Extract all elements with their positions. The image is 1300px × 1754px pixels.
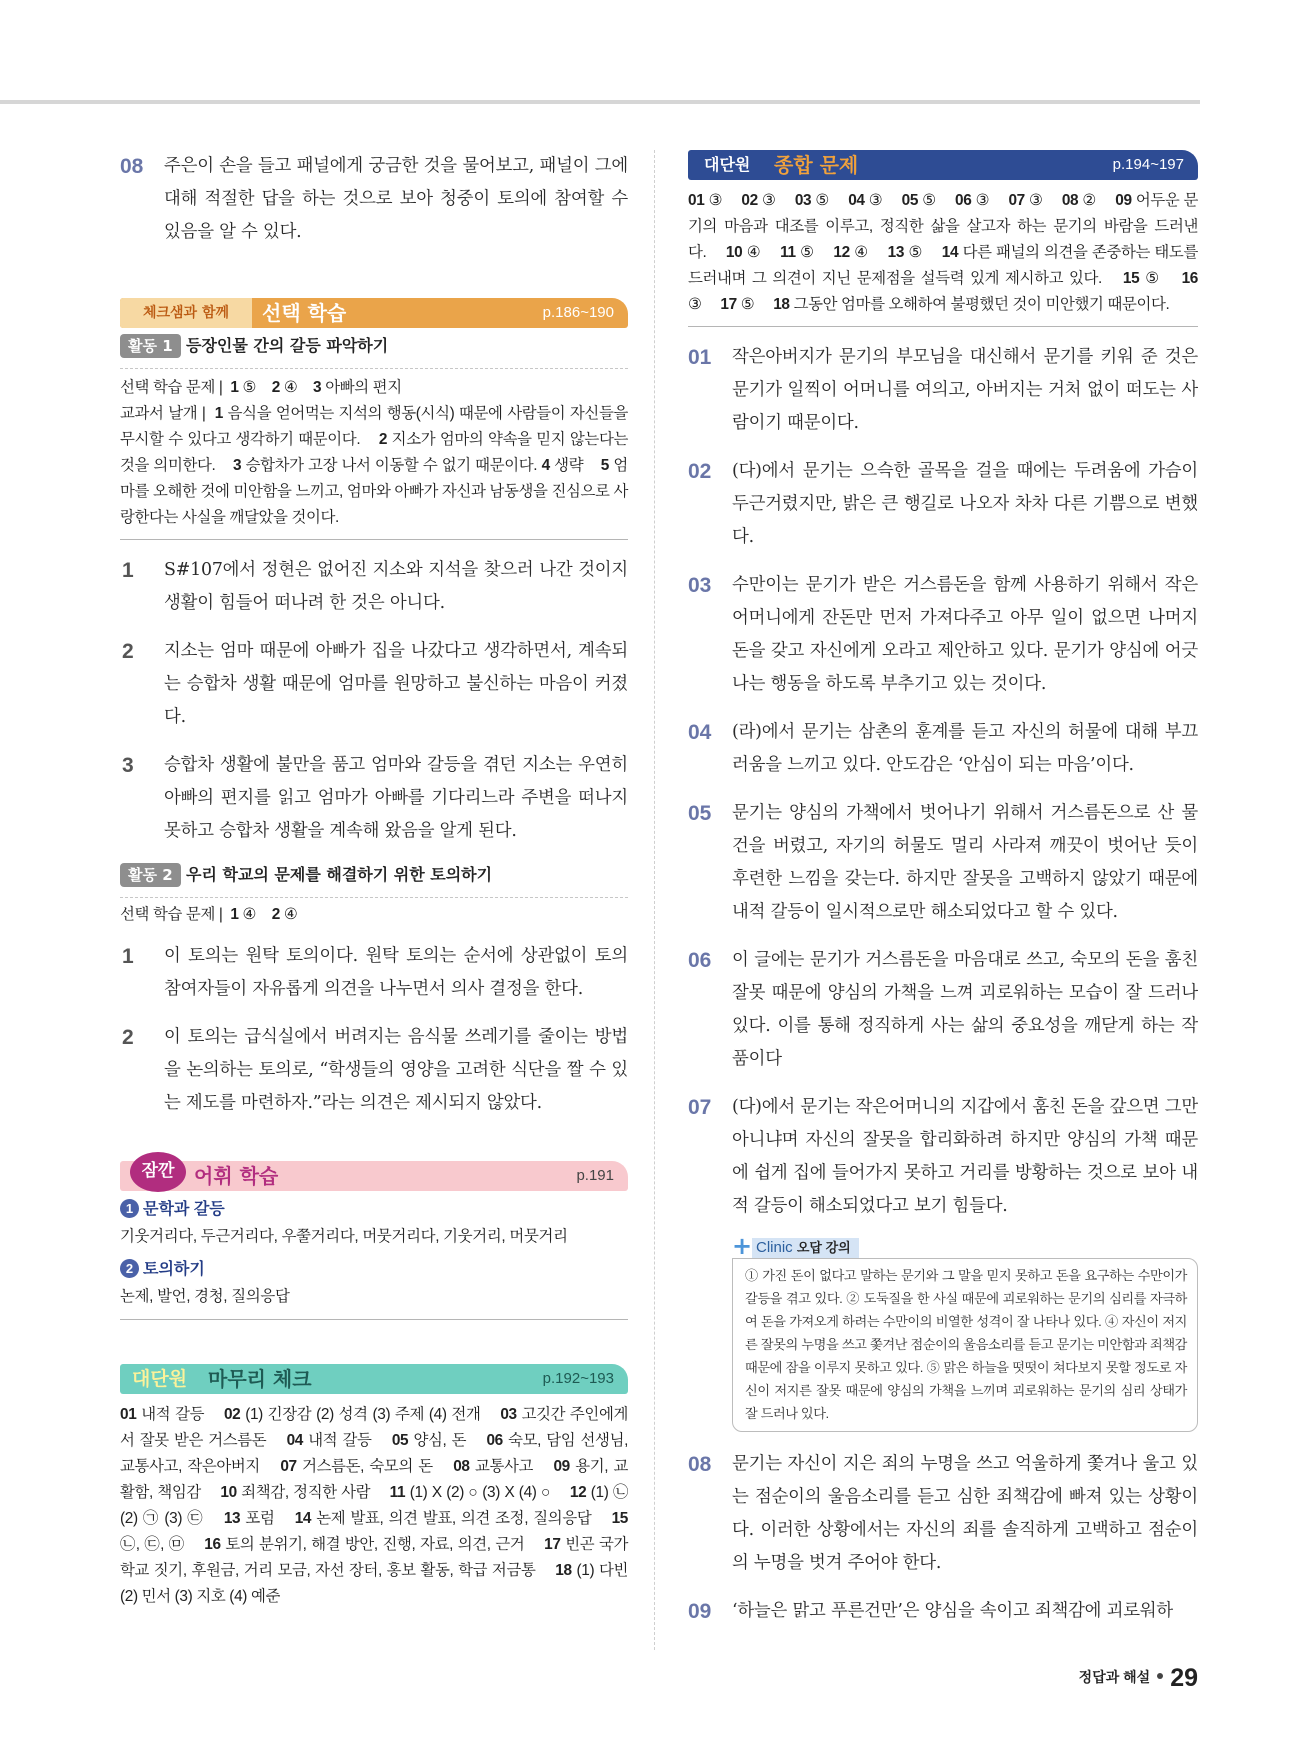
answer-number: 2 <box>378 431 388 448</box>
question-number: 04 <box>688 721 712 744</box>
answer-item <box>1062 192 1096 209</box>
question-text: 수만이는 문기가 받은 거스름돈을 함께 사용하기 위해서 작은어머니에게 잔돈만 먼저 가져다주고 아무 일이 없으면 나머지 돈을 갖고 자신에게 오라고 제안하고 있다. 문기가 양심에 어긋나는 행동을 하도록 부추기고 있는 것이다. <box>732 575 1198 694</box>
answer-number: 18 <box>773 296 790 313</box>
bullet-dot <box>1157 1673 1163 1679</box>
answer-value: (1) ㉡ (2) ㉠ (3) ㉢ <box>120 1484 628 1527</box>
top-rule <box>0 100 1200 104</box>
answer-value: 빈곤 국가 학교 짓기, 후원금, 거리 모금, 자선 장터, 홍보 활동, 학급 저금통 <box>120 1536 628 1579</box>
answer-number: 09 <box>553 1458 570 1475</box>
question-item <box>688 797 1198 929</box>
circled-number: 2 <box>120 1259 139 1278</box>
question-text: 이 글에는 문기가 거스름돈을 마음대로 쓰고, 숙모의 돈을 훔친 잘못 때문에 양심의 가책을 느껴 괴로워하는 모습이 잘 드러나 있다. 이를 통해 정직하게 사는 삶의 중요성을 깨닫게 하는 작품이다 <box>732 950 1198 1069</box>
answer-number: 12 <box>569 1484 587 1501</box>
answer-number: 17 <box>544 1536 561 1553</box>
question-text: 문기는 양심의 가책에서 벗어나기 위해서 거스름돈으로 산 물건을 버렸고, 자기의 허물도 멀리 사라져 깨끗이 벗어난 듯이 후련한 느낌을 갖는다. 하지만 잘못을 고백하지 않았기 때문에 내적 갈등이 일시적으로만 해소되었다고 할 수 있다. <box>732 803 1198 922</box>
column-divider <box>654 150 655 1650</box>
answer-item <box>902 192 936 209</box>
answer-number: 1 <box>230 906 239 923</box>
answer-value: 논제 발표, 의견 발표, 의견 조정, 질의응답 <box>316 1510 592 1527</box>
question-number: 2 <box>122 1026 134 1049</box>
answer-item <box>848 192 882 209</box>
answer-number: 06 <box>486 1432 503 1449</box>
answer-item <box>120 1406 204 1423</box>
answer-item <box>1123 270 1161 287</box>
question-number: 07 <box>688 1096 712 1119</box>
clinic-text: ① 가진 돈이 없다고 말하는 문기와 그 말을 믿지 못하고 돈을 요구하는 수만이가 갈등을 겪고 있다. ② 도둑질을 한 사실 때문에 괴로워하는 문기의 심리를 자극하여 돈을 가져오게 하려는 수만이의 비열한 성격이 잘 나타나 있다. ④ 자신이 저지른 잘못의 누명을 쓰고 쫓겨난 점순이의 울음소리를 듣고 문기는 미안함과 죄책감 때문에 잠을 이루지 못하고 있다. ⑤ 맑은 하늘을 떳떳이 쳐다보지 못할 정도로 자신이 저지른 잘못 때문에 양심의 가책을 느끼며 괴로워하는 문기의 심리 상태가 잘 드러나 있다. <box>732 1258 1198 1432</box>
answer-number: 07 <box>280 1458 297 1475</box>
answer-value: 어두운 문기의 마음과 대조를 이루고, 정직한 삶을 살고자 하는 문기의 바람을 드러낸다. <box>688 192 1199 261</box>
answer-value: (1) 다빈 (2) 민서 (3) 지호 (4) 예준 <box>120 1562 628 1605</box>
question-number: 09 <box>688 1600 712 1623</box>
answer-number: 2 <box>271 906 280 923</box>
answer-label: 선택 학습 문제 | <box>120 379 223 396</box>
question-item <box>688 569 1198 701</box>
clinic-label <box>752 1238 859 1258</box>
answer-number: 14 <box>294 1510 312 1527</box>
answer-label: 선택 학습 문제 | <box>120 906 223 923</box>
answer-number: 1 <box>214 405 224 422</box>
banner-prefix: 대단원 <box>704 155 751 174</box>
answer-number: 05 <box>901 192 919 209</box>
banner-badge: 잠깐 <box>130 1152 186 1192</box>
answer-value: ④ <box>746 244 761 261</box>
answer-number: 16 <box>204 1536 221 1553</box>
question-number: 03 <box>688 574 712 597</box>
banner-title: 어휘 학습 <box>194 1164 279 1188</box>
question-text: 지소는 엄마 때문에 아빠가 집을 나갔다고 생각하면서, 계속되는 승합차 생활 때문에 엄마를 원망하고 불신하는 마음이 커졌다. <box>164 641 628 727</box>
answer-value: ⑤ <box>815 192 830 209</box>
answer-item <box>280 1458 433 1475</box>
answer-item <box>720 296 754 313</box>
answer-item <box>688 192 722 209</box>
answer-number: 08 <box>453 1458 470 1475</box>
answer-item <box>453 1458 533 1475</box>
answer-value: ③ <box>688 296 702 313</box>
left-column <box>120 150 628 1610</box>
answer-number: 2 <box>271 379 280 396</box>
answer-number: 18 <box>555 1562 572 1579</box>
answer-value: ③ <box>1029 192 1043 209</box>
question-number: 02 <box>688 460 712 483</box>
answer-block <box>120 369 628 540</box>
answer-number: 09 <box>1115 192 1132 209</box>
answer-number: 12 <box>833 244 850 261</box>
answer-value: 다른 패널의 의견을 존중하는 태도를 드러내며 그 의견이 지닌 문제점을 설득력 있게 제시하고 있다. <box>688 244 1198 287</box>
answer-number: 5 <box>600 457 609 474</box>
answer-item <box>390 1484 551 1501</box>
banner-tag: 체크샘과 함께 <box>120 298 252 328</box>
answer-number: 01 <box>688 192 705 209</box>
question-number: 01 <box>688 346 712 369</box>
question-number: 3 <box>122 754 134 777</box>
question-item <box>688 341 1198 440</box>
answer-number: 16 <box>1181 270 1198 287</box>
answer-item <box>204 1536 524 1553</box>
answer-number: 10 <box>220 1484 237 1501</box>
answer-number: 15 <box>1122 270 1140 287</box>
vocab-list: 논제, 발언, 경청, 질의응답 <box>120 1283 628 1320</box>
activity-title: 등장인물 간의 갈등 파악하기 <box>186 336 389 355</box>
question-number: 08 <box>120 155 144 178</box>
answer-number: 13 <box>887 244 905 261</box>
answer-value: ⑤ <box>1145 270 1161 287</box>
answer-item <box>833 244 868 261</box>
answer-list <box>688 186 1198 327</box>
answer-value: 엄마를 오해한 것에 미안함을 느끼고, 엄마와 아빠가 자신과 남동생을 진심으로 사랑한다는 사실을 깨달았을 것이다. <box>120 457 628 526</box>
answer-item <box>220 1484 370 1501</box>
answer-item <box>392 1432 466 1449</box>
footer-label: 정답과 해설 <box>1078 1669 1151 1685</box>
answer-item <box>773 296 1169 313</box>
answer-value: ② <box>1082 192 1097 209</box>
answer-item <box>688 244 1198 287</box>
answer-value: 포럼 <box>245 1510 275 1527</box>
answer-value: ⑤ <box>242 379 256 396</box>
answer-number: 14 <box>941 244 959 261</box>
section-banner-comprehensive <box>688 150 1198 180</box>
answer-list <box>120 1400 628 1610</box>
answer-value: ③ <box>975 192 990 209</box>
right-column <box>688 150 1198 1643</box>
answer-value: 토의 분위기, 해결 방안, 진행, 자료, 의견, 근거 <box>225 1536 525 1553</box>
answer-value: ⑤ <box>740 296 755 313</box>
answer-value: ⑤ <box>922 192 936 209</box>
activity-title: 우리 학교의 문제를 해결하기 위한 토의하기 <box>186 865 493 884</box>
page-reference: p.191 <box>576 1167 614 1184</box>
clinic-box <box>732 1232 1198 1432</box>
answer-number: 03 <box>500 1406 517 1423</box>
question-text: (다)에서 문기는 으슥한 골목을 걸을 때에는 두려움에 가슴이 두근거렸지만, 밝은 큰 행길로 나오자 차차 다른 기쁨으로 변했다. <box>732 461 1198 547</box>
answer-value: 음식을 얻어먹는 지석의 행동(시식) 때문에 사람들이 자신들을 무시할 수 있다고 생각하기 때문이다. <box>120 405 628 448</box>
answer-value: (1) X (2) ○ (3) X (4) ○ <box>409 1484 551 1501</box>
banner-prefix: 대단원 <box>132 1368 188 1390</box>
answer-value: (1) 긴장감 (2) 성격 (3) 주제 (4) 전개 <box>245 1406 481 1423</box>
answer-value: 양심, 돈 <box>413 1432 467 1449</box>
answer-value: 내적 갈등 <box>308 1432 372 1449</box>
activity-badge: 활동 2 <box>120 863 181 887</box>
answer-value: ④ <box>283 379 298 396</box>
vocab-heading-text: 문학과 갈등 <box>143 1201 225 1218</box>
answer-number: 02 <box>741 192 758 209</box>
question-text: S#107에서 정현은 없어진 지소와 지석을 찾으러 나간 것이지 생활이 힘들어 떠나려 한 것은 아니다. <box>164 560 628 613</box>
question-item <box>688 944 1198 1076</box>
answer-number: 02 <box>223 1406 241 1423</box>
answer-value: 내적 갈등 <box>141 1406 205 1423</box>
question-number: 08 <box>688 1453 712 1476</box>
answer-number: 06 <box>955 192 972 209</box>
section-banner-vocabulary <box>120 1161 628 1191</box>
circled-number: 1 <box>120 1199 139 1218</box>
answer-number: 11 <box>389 1484 406 1501</box>
question-text: 작은아버지가 문기의 부모님을 대신해서 문기를 키워 준 것은 문기가 일찍이 어머니를 여의고, 아버지는 거처 없이 떠도는 사람이기 때문이다. <box>732 347 1198 433</box>
answer-item <box>726 244 761 261</box>
answer-number: 1 <box>230 379 239 396</box>
page-reference: p.186~190 <box>542 304 614 321</box>
vocab-list: 기웃거리다, 두근거리다, 우쭐거리다, 머뭇거리다, 기웃거리, 머뭇거리 <box>120 1228 568 1245</box>
answer-item <box>888 244 923 261</box>
question-text: 이 토의는 원탁 토의이다. 원탁 토의는 순서에 상관없이 토의 참여자들이 자유롭게 의견을 나누면서 의사 결정을 한다. <box>164 946 628 999</box>
answer-item <box>1008 192 1042 209</box>
answer-number: 17 <box>720 296 737 313</box>
question-item <box>688 1091 1198 1223</box>
answer-number: 05 <box>391 1432 409 1449</box>
vocab-heading-text: 토의하기 <box>143 1261 205 1278</box>
question-number: 1 <box>122 945 134 968</box>
answer-number: 15 <box>611 1510 628 1527</box>
plus-icon: + <box>732 1232 753 1260</box>
question-text: 이 토의는 급식실에서 버려지는 음식물 쓰레기를 줄이는 방법을 논의하는 토의로, “학생들의 영양을 고려한 식단을 짤 수 있는 제도를 마련하자.”라는 의견은 제시되지 않았다. <box>164 1027 628 1113</box>
question-number: 1 <box>122 559 134 582</box>
question-item <box>688 716 1198 782</box>
clinic-subtitle: 오답 강의 <box>796 1240 851 1255</box>
page-reference: p.192~193 <box>542 1370 614 1387</box>
answer-item <box>795 192 829 209</box>
answer-value: ⑤ <box>908 244 923 261</box>
page-footer <box>1079 1664 1198 1693</box>
question-item <box>120 635 628 734</box>
answer-value: ④ <box>242 906 256 923</box>
page-reference: p.194~197 <box>1112 156 1184 173</box>
answer-number: 04 <box>286 1432 304 1449</box>
answer-item <box>287 1432 372 1449</box>
answer-number: 13 <box>223 1510 241 1527</box>
section-banner-unit-check <box>120 1364 628 1394</box>
section-banner-selective-study <box>120 298 628 328</box>
clinic-title: Clinic <box>756 1239 793 1256</box>
answer-value: ④ <box>283 906 298 923</box>
question-item <box>688 455 1198 554</box>
answer-number: 03 <box>794 192 812 209</box>
answer-value: 죄책감, 정직한 사람 <box>241 1484 371 1501</box>
answer-item <box>295 1510 592 1527</box>
answer-item <box>224 1406 481 1423</box>
answer-value: ⑤ <box>800 244 814 261</box>
answer-item <box>741 192 775 209</box>
question-item <box>120 940 628 1006</box>
answer-value: 생략 <box>554 457 584 474</box>
activity-badge: 활동 1 <box>120 334 181 358</box>
answer-number: 08 <box>1061 192 1079 209</box>
answer-number: 4 <box>541 457 550 474</box>
question-item <box>120 554 628 620</box>
answer-value: 거스름돈, 숙모의 돈 <box>302 1458 433 1475</box>
page-number: 29 <box>1170 1664 1198 1692</box>
question-item <box>120 150 628 249</box>
answer-value: ③ <box>761 192 776 209</box>
answer-value: ③ <box>868 192 883 209</box>
answer-value: ③ <box>708 192 723 209</box>
answer-block <box>120 898 628 940</box>
answer-label: 교과서 날개 | <box>120 405 206 422</box>
answer-item <box>780 244 814 261</box>
question-number: 2 <box>122 640 134 663</box>
vocab-heading <box>120 1257 628 1283</box>
answer-number: 3 <box>313 379 322 396</box>
answer-value: 그동안 엄마를 오해하여 불평했던 것이 미안했기 때문이다. <box>793 296 1170 313</box>
answer-item <box>955 192 989 209</box>
question-item <box>688 1595 1198 1628</box>
answer-value: 승합차가 고장 나서 이동할 수 없기 때문이다. <box>245 457 538 474</box>
question-text: 주은이 손을 들고 패널에게 궁금한 것을 물어보고, 패널이 그에 대해 적절한 답을 하는 것으로 보아 청중이 토의에 참여할 수 있음을 알 수 있다. <box>164 156 628 242</box>
question-number: 06 <box>688 949 712 972</box>
question-text: 문기는 자신이 지은 죄의 누명을 쓰고 억울하게 쫓겨나 울고 있는 점순이의 울음소리를 듣고 심한 죄책감에 빠져 있는 상황이다. 이러한 상황에서는 자신의 죄를 솔직하게 고백하고 점순이의 누명을 벗겨 주어야 한다. <box>732 1454 1198 1573</box>
question-text: ‘하늘은 맑고 푸른건만’은 양심을 속이고 죄책감에 괴로워하 <box>732 1601 1174 1621</box>
answer-value: 교통사고 <box>474 1458 534 1475</box>
answer-number: 04 <box>848 192 865 209</box>
answer-value: ㉡, ㉢, ㉤ <box>120 1536 185 1553</box>
answer-number: 10 <box>725 244 743 261</box>
question-item <box>120 1021 628 1120</box>
answer-number: 11 <box>780 244 796 261</box>
banner-title: 선택 학습 <box>262 301 347 325</box>
question-item <box>688 1448 1198 1580</box>
question-item <box>120 749 628 848</box>
answer-value: ④ <box>854 244 869 261</box>
answer-value: 지소가 엄마의 약속을 믿지 않는다는 것을 의미한다. <box>120 431 628 474</box>
answer-value: 숙모, 담임 선생님, 교통사고, 작은아버지 <box>120 1432 629 1475</box>
banner-title: 마무리 체크 <box>208 1367 312 1391</box>
answer-value: 아빠의 편지 <box>325 379 402 396</box>
question-text: (다)에서 문기는 작은어머니의 지갑에서 훔친 돈을 갚으면 그만 아니냐며 자신의 잘못을 합리화하려 하지만 양심의 가책 때문에 쉽게 집에 들어가지 못하고 거리를 방황하는 것으로 보아 내적 갈등이 해소되었다고 보기 힘들다. <box>732 1097 1198 1216</box>
answer-item <box>224 1510 275 1527</box>
question-number: 05 <box>688 802 712 825</box>
vocab-heading <box>120 1197 628 1223</box>
question-text: 승합차 생활에 불만을 품고 엄마와 갈등을 겪던 지소는 우연히 아빠의 편지를 읽고 엄마가 아빠를 기다리느라 주변을 떠나지 못하고 승합차 생활을 계속해 왔음을 알게 된다. <box>164 755 628 841</box>
answer-number: 01 <box>120 1406 137 1423</box>
answer-number: 07 <box>1008 192 1025 209</box>
answer-value: 용기, 교활함, 책임감 <box>120 1458 629 1501</box>
question-text: (라)에서 문기는 삼촌의 훈계를 듣고 자신의 허물에 대해 부끄러움을 느끼고 있다. 안도감은 ‘안심이 되는 마음’이다. <box>732 722 1198 775</box>
activity-header <box>120 863 628 898</box>
answer-number: 3 <box>232 457 242 474</box>
banner-title: 종합 문제 <box>774 153 859 177</box>
activity-header <box>120 334 628 369</box>
answer-value: 고깃간 주인에게서 잘못 받은 거스름돈 <box>120 1406 628 1449</box>
